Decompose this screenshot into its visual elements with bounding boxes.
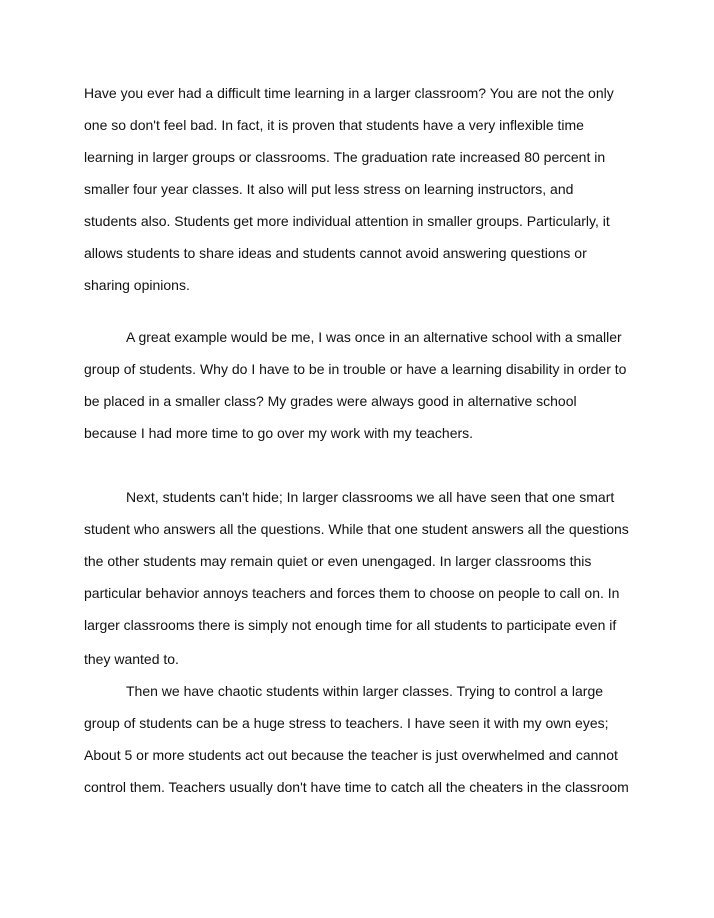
paragraph-4-line-3: About 5 or more students act out because the teacher is just overwhelmed and cannot — [84, 747, 618, 763]
paragraph-1-line-7: sharing opinions. — [84, 277, 190, 293]
paragraph-2-line-1: A great example would be me, I was once in an alternative school with a smaller — [126, 329, 622, 345]
paragraph-2-line-4: because I had more time to go over my work with my teachers. — [84, 425, 474, 441]
paragraph-2-line-2: group of students. Why do I have to be in trouble or have a learning disability in order to — [84, 361, 627, 377]
paragraph-4-line-2: group of students can be a huge stress to teachers. I have seen it with my own eyes; — [84, 715, 609, 731]
paragraph-1-line-6: allows students to share ideas and students cannot avoid answering questions or — [84, 245, 587, 261]
paragraph-3-line-5: larger classrooms there is simply not enough time for all students to participate even if — [84, 617, 617, 633]
paragraph-1-line-5: students also. Students get more individual attention in smaller groups. Particularly, it — [84, 213, 610, 229]
paragraph-1-line-1: Have you ever had a difficult time learning in a larger classroom? You are not the only — [84, 85, 614, 101]
paragraph-4-line-4: control them. Teachers usually don't have time to catch all the cheaters in the classroom — [84, 779, 629, 795]
paragraph-2-line-3: be placed in a smaller class? My grades were always good in alternative school — [84, 393, 577, 409]
paragraph-3-line-3: the other students may remain quiet or even unengaged. In larger classrooms this — [84, 553, 592, 569]
paragraph-1-line-4: smaller four year classes. It also will put less stress on learning instructors, and — [84, 181, 574, 197]
paragraph-3-line-6: they wanted to. — [84, 651, 179, 667]
paragraph-1-line-3: learning in larger groups or classrooms. The graduation rate increased 80 percent in — [84, 149, 606, 165]
paragraph-4-line-1: Then we have chaotic students within larger classes. Trying to control a large — [126, 683, 604, 699]
paragraph-1-line-2: one so don't feel bad. In fact, it is proven that students have a very inflexible time — [84, 117, 584, 133]
paragraph-3-line-2: student who answers all the questions. While that one student answers all the questions — [84, 521, 629, 537]
paragraph-3-line-4: particular behavior annoys teachers and forces them to choose on people to call on. In — [84, 585, 620, 601]
paragraph-3-line-1: Next, students can't hide; In larger classrooms we all have seen that one smart — [126, 489, 615, 505]
